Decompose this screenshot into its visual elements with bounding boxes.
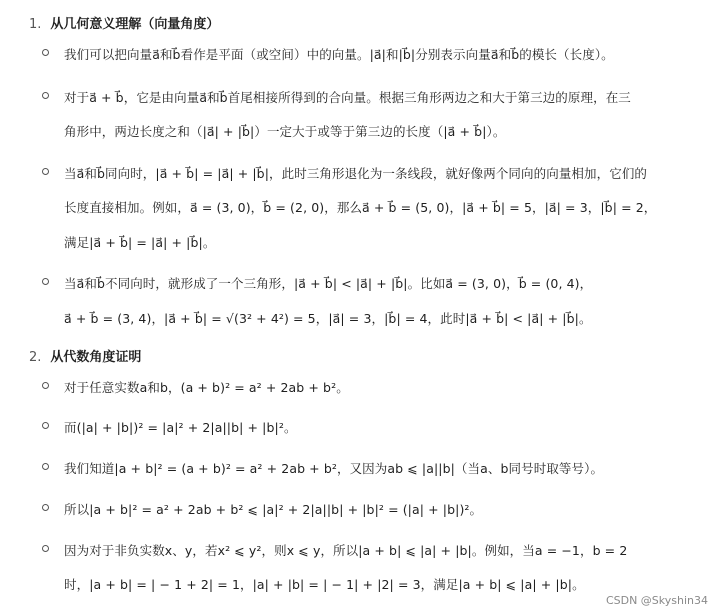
bullet-icon (42, 463, 49, 470)
section-title-geometry (29, 13, 219, 32)
paragraph-line: a⃗ + b⃗ = (3, 4)，|a⃗ + b⃗| = √(3² + 4²) = 5，|a⃗| = 3，|b⃗| = 4，此时|a⃗ + b⃗| < |a⃗| + |b⃗|。 (64, 311, 592, 326)
paragraph-line: 当a⃗和b⃗不同向时，就形成了一个三角形，|a⃗ + b⃗| < |a⃗| + |b⃗|。比如a⃗ = (3, 0)，b⃗ = (0, 4)， (64, 276, 593, 291)
paragraph-line: 因为对于非负实数x、y，若x² ⩽ y²，则x ⩽ y，所以|a + b| ⩽ |a| + |b|。例如，当a = −1，b = 2 (64, 543, 628, 558)
section-number: 1. (29, 17, 42, 32)
bullet-icon (42, 92, 49, 99)
bullet-icon (42, 278, 49, 285)
section-title-algebra (29, 346, 141, 365)
bullet-icon (42, 49, 49, 56)
section-title-text: 从代数角度证明 (50, 350, 142, 365)
bullet-icon (42, 504, 49, 511)
paragraph-line: 对于a⃗ + b⃗，它是由向量a⃗和b⃗首尾相接所得到的合向量。根据三角形两边之和大于第三边的原理，在三 (64, 90, 631, 105)
paragraph-line: 我们可以把向量a⃗和b⃗看作是平面（或空间）中的向量。|a⃗|和|b⃗|分别表示向量a⃗和b⃗的模长（长度）。 (64, 47, 614, 62)
bullet-icon (42, 545, 49, 552)
bullet-icon (42, 168, 49, 175)
paragraph-line: 当a⃗和b⃗同向时，|a⃗ + b⃗| = |a⃗| + |b⃗|，此时三角形退化为一条线段，就好像两个同向的向量相加，它们的 (64, 166, 648, 181)
paragraph-line: 我们知道|a + b|² = (a + b)² = a² + 2ab + b²，又因为ab ⩽ |a||b|（当a、b同号时取等号）。 (64, 461, 604, 476)
paragraph-line: 对于任意实数a和b，(a + b)² = a² + 2ab + b²。 (64, 380, 349, 395)
bullet-icon (42, 382, 49, 389)
paragraph-line: 满足|a⃗ + b⃗| = |a⃗| + |b⃗|。 (64, 235, 216, 250)
section-number: 2. (29, 350, 42, 365)
bullet-icon (42, 422, 49, 429)
paragraph-line: 角形中，两边长度之和（|a⃗| + |b⃗|）一定大于或等于第三边的长度（|a⃗ + b⃗|）。 (64, 124, 506, 139)
section-title-text: 从几何意义理解（向量角度） (50, 17, 220, 32)
paragraph-line: 时，|a + b| = | − 1 + 2| = 1，|a| + |b| = | − 1| + |2| = 3，满足|a + b| ⩽ |a| + |b|。 (64, 577, 585, 592)
paragraph-line: 而(|a| + |b|)² = |a|² + 2|a||b| + |b|²。 (64, 420, 297, 435)
paragraph-line: 长度直接相加。例如，a⃗ = (3, 0)，b⃗ = (2, 0)，那么a⃗ + b⃗ = (5, 0)，|a⃗ + b⃗| = 5，|a⃗| = 3，|b⃗| = 2， (64, 200, 657, 215)
watermark: CSDN @Skyshin34 (605, 594, 708, 607)
paragraph-line: 所以|a + b|² = a² + 2ab + b² ⩽ |a|² + 2|a||b| + |b|² = (|a| + |b|)²。 (64, 502, 483, 517)
